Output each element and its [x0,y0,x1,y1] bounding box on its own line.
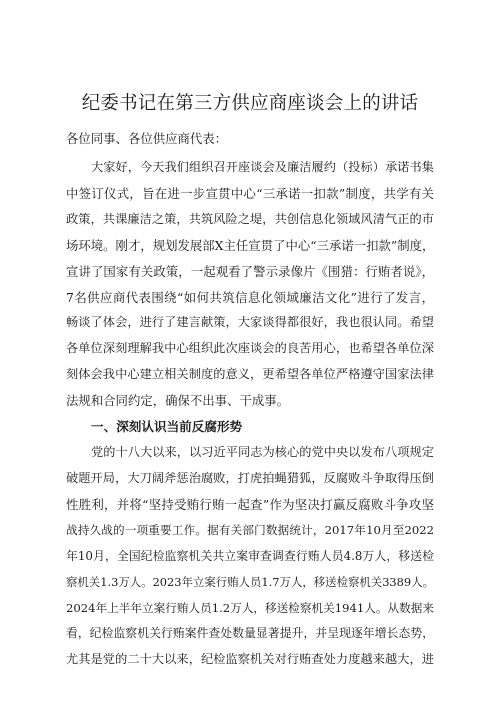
paragraph-line: 2024年上半年立案行贿人员1.2万人，移送检察机关1941人。从数据来 [66,600,434,615]
paragraph-line: 刻体会我中心建立相关制度的意义，更希望各单位严格遵守国家法律 [66,367,434,382]
paragraph-line: 战持久战的一项重要工作。据有关部门数据统计，2017年10月至2022 [66,522,434,537]
paragraph-line: 畅谈了体会，进行了建言献策，大家谈得都很好，我也很认同。希望 [66,315,434,330]
paragraph-line: 破题开局，大刀阔斧惩治腐败，打虎拍蝇猎狐，反腐败斗争取得压倒 [66,470,434,485]
paragraph-line: 法规和合同约定，确保不出事、干成事。 [66,393,290,409]
salutation: 各位同事、各位供应商代表： [66,131,228,146]
document-title: 纪委书记在第三方供应商座谈会上的讲话 [81,93,419,114]
paragraph-line: 尤其是党的二十大以来，纪检监察机关对行贿查处力度越来越大，进 [66,652,434,667]
paragraph-line: 各单位深刻理解我中心组织此次座谈会的良苦用心，也希望各单位深 [66,341,434,356]
paragraph-line: 宣讲了国家有关政策，一起观看了警示录像片《围猎：行贿者说》， [66,263,434,279]
paragraph-situation [66,440,434,673]
paragraph-line: 党的十八大以来，以习近平同志为核心的党中央以发布八项规定 [91,445,434,460]
paragraph-line: 性胜利，并将“坚持受贿行贿一起查”作为坚决打赢反腐败斗争攻坚 [66,496,434,512]
paragraph-line: 7名供应商代表围绕“如何共筑信息化领域廉洁文化”进行了发言， [66,289,434,305]
paragraph-line: 政策，共课廉洁之策，共筑风险之堤，共创信息化领域风清气正的市 [66,211,434,226]
section-heading: 一、深刻认识当前反腐形势 [91,419,243,435]
paragraph-line: 场环境。刚才，规划发展部X主任宣贯了中心“三承诺一扣款”制度， [66,237,434,253]
paragraph-line: 年10月，全国纪检监察机关共立案审查调查行贿人员4.8万人，移送检 [66,548,434,563]
paragraph-line: 看，纪检监察机关行贿案件查处数量显著提升，并呈现逐年增长态势， [66,626,434,641]
paragraph-line: 大家好，今天我们组织召开座谈会及廉洁履约（投标）承诺书集 [91,160,434,174]
paragraph-line: 中签订仪式，旨在进一步宣贯中心“三承诺一扣款”制度，共学有关 [66,185,434,201]
paragraph-intro [66,155,434,414]
paragraph-line: 察机关1.3万人。2023年立案行贿人员1.7万人，移送检察机关3389人。 [66,574,434,589]
